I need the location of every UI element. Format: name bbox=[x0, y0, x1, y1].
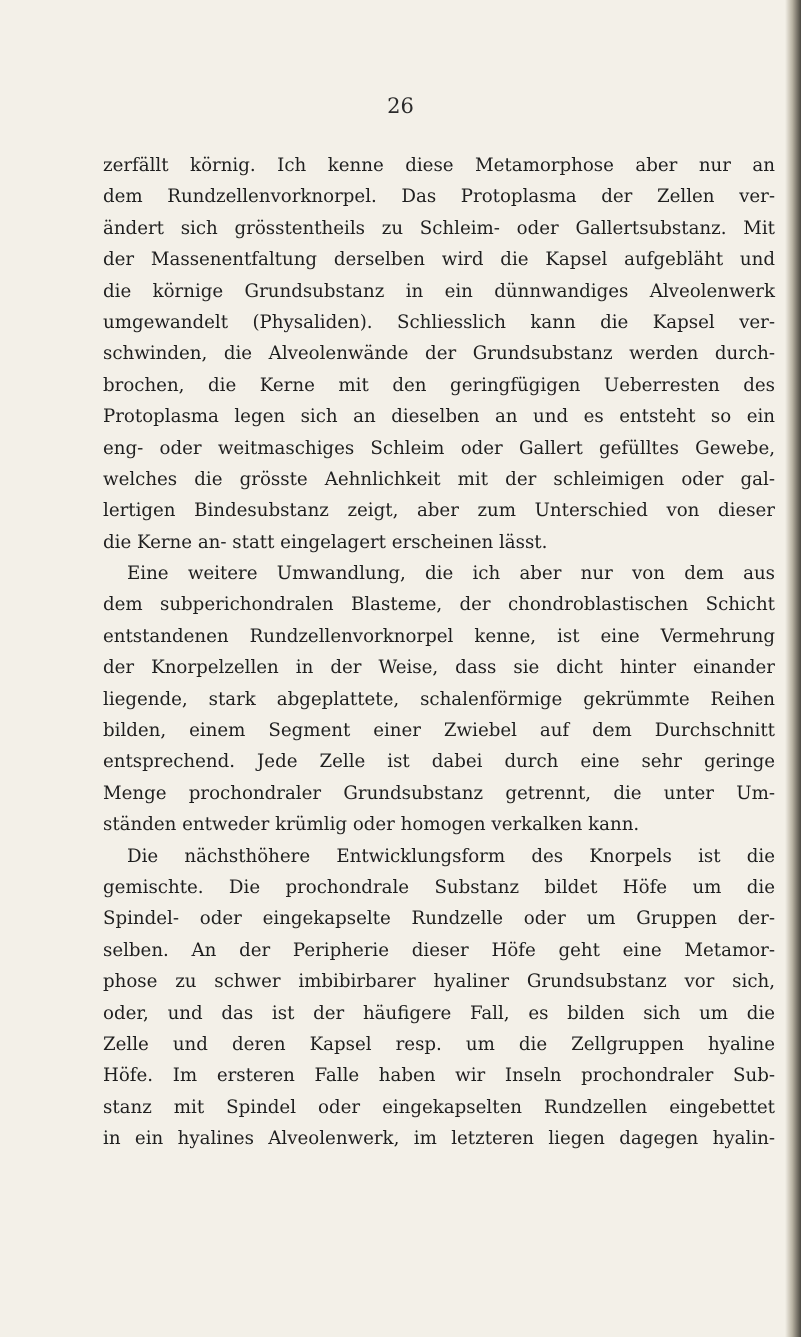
text-line: Höfe. Im ersteren Falle haben wir Inseln prochondraler Sub- bbox=[103, 1065, 775, 1087]
paragraph-start-line: Die nächsthöhere Entwicklungsform des Knorpels ist die bbox=[127, 845, 775, 867]
paragraph-end-line: ständen entweder krümlig oder homogen verkalken kann. bbox=[103, 814, 640, 836]
page-edge-shadow bbox=[785, 0, 801, 1337]
text-line: gemischte. Die prochondrale Substanz bildet Höfe um die bbox=[103, 876, 775, 898]
text-line: umgewandelt (Physaliden). Schliesslich kann die Kapsel ver- bbox=[103, 311, 775, 333]
paragraph-start-line: Eine weitere Umwandlung, die ich aber nur von dem aus bbox=[127, 563, 775, 585]
text-line: zerfällt körnig. Ich kenne diese Metamorphose aber nur an bbox=[103, 155, 775, 176]
text-line: Protoplasma legen sich an dieselben an und es entsteht so ein bbox=[103, 406, 775, 428]
text-line: eng- oder weitmaschiges Schleim oder Gallert gefülltes Gewebe, bbox=[103, 437, 775, 459]
text-line: liegende, stark abgeplattete, schalenförmige gekrümmte Reihen bbox=[103, 688, 775, 710]
text-line: in ein hyalines Alveolenwerk, im letzteren liegen dagegen hyalin- bbox=[103, 1128, 775, 1150]
text-line: bilden, einem Segment einer Zwiebel auf dem Durchschnitt bbox=[103, 720, 775, 742]
text-line: entsprechend. Jede Zelle ist dabei durch eine sehr geringe bbox=[103, 751, 775, 773]
text-line: entstandenen Rundzellenvorknorpel kenne, ist eine Vermehrung bbox=[103, 625, 775, 647]
text-line: lertigen Bindesubstanz zeigt, aber zum Unterschied von dieser bbox=[103, 500, 775, 522]
text-line: Zelle und deren Kapsel resp. um die Zellgruppen hyaline bbox=[103, 1033, 775, 1055]
text-line: selben. An der Peripherie dieser Höfe geht eine Metamor- bbox=[103, 939, 775, 961]
body-text bbox=[103, 150, 775, 1155]
text-line: ändert sich grösstentheils zu Schleim- oder Gallertsubstanz. Mit bbox=[103, 217, 775, 239]
text-line: dem subperichondralen Blasteme, der chondroblastischen Schicht bbox=[103, 594, 775, 616]
text-line: der Massenentfaltung derselben wird die Kapsel aufgebläht und bbox=[103, 249, 775, 271]
text-line: welches die grösste Aehnlichkeit mit der schleimigen oder gal- bbox=[103, 468, 775, 490]
text-line: schwinden, die Alveolenwände der Grundsubstanz werden durch- bbox=[103, 343, 775, 365]
paragraph-end-line: die Kerne an- statt eingelagert erscheinen lässt. bbox=[103, 531, 548, 553]
text-line: dem Rundzellenvorknorpel. Das Protoplasma der Zellen ver- bbox=[103, 186, 775, 208]
page-number: 26 bbox=[387, 94, 414, 118]
text-line: brochen, die Kerne mit den geringfügigen Ueberresten des bbox=[103, 374, 775, 396]
text-line: die körnige Grundsubstanz in ein dünnwandiges Alveolenwerk bbox=[103, 280, 775, 302]
text-line: Menge prochondraler Grundsubstanz getrennt, die unter Um- bbox=[103, 782, 775, 804]
text-line: Spindel- oder eingekapselte Rundzelle oder um Gruppen der- bbox=[103, 908, 775, 930]
text-line: der Knorpelzellen in der Weise, dass sie dicht hinter einander bbox=[103, 657, 775, 679]
text-line: stanz mit Spindel oder eingekapselten Rundzellen eingebettet bbox=[103, 1096, 775, 1118]
text-line: oder, und das ist der häufigere Fall, es bilden sich um die bbox=[103, 1002, 775, 1024]
text-line: phose zu schwer imbibirbarer hyaliner Grundsubstanz vor sich, bbox=[103, 971, 775, 993]
